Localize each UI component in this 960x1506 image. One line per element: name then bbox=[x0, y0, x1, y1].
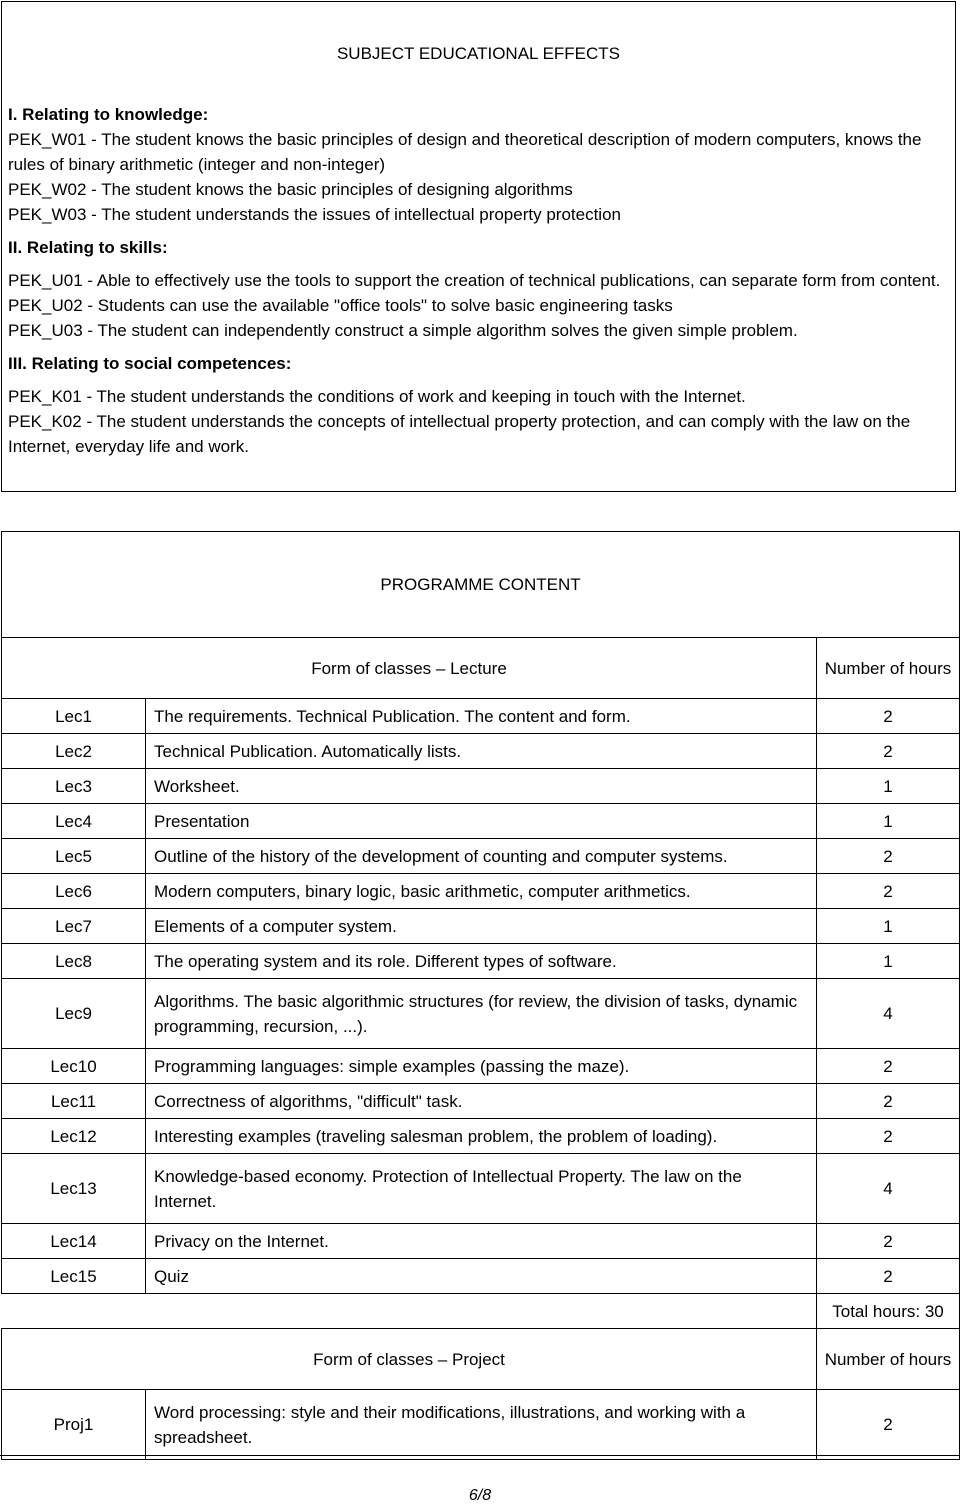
knowledge-heading: I. Relating to knowledge: bbox=[8, 105, 209, 124]
empty-cell bbox=[146, 1294, 817, 1329]
effect-pek-w02: PEK_W02 - The student knows the basic principles of designing algorithms bbox=[8, 180, 573, 199]
empty-cell bbox=[2, 1294, 146, 1329]
lecture-header-row bbox=[2, 638, 960, 699]
project-topic: Word processing: style and their modifications, illustrations, and working with a spreadsheet. bbox=[146, 1390, 817, 1460]
lecture-row bbox=[2, 1224, 960, 1259]
lecture-code: Lec5 bbox=[2, 839, 146, 874]
lecture-code: Lec1 bbox=[2, 699, 146, 734]
project-code: Proj1 bbox=[2, 1390, 146, 1460]
project-row bbox=[2, 1390, 960, 1460]
lecture-hours: 2 bbox=[817, 1049, 960, 1084]
effect-pek-k01: PEK_K01 - The student understands the conditions of work and keeping in touch with the Internet. bbox=[8, 387, 746, 406]
lecture-row bbox=[2, 1259, 960, 1294]
lecture-total-row bbox=[2, 1294, 960, 1329]
lecture-code: Lec6 bbox=[2, 874, 146, 909]
lecture-hours: 1 bbox=[817, 804, 960, 839]
lecture-row bbox=[2, 839, 960, 874]
project-header-row bbox=[2, 1329, 960, 1390]
lecture-topic: Correctness of algorithms, "difficult" task. bbox=[146, 1084, 817, 1119]
lecture-hours: 2 bbox=[817, 1119, 960, 1154]
lecture-hours: 1 bbox=[817, 769, 960, 804]
effect-pek-w03: PEK_W03 - The student understands the issues of intellectual property protection bbox=[8, 205, 621, 224]
lecture-row bbox=[2, 699, 960, 734]
lecture-code: Lec15 bbox=[2, 1259, 146, 1294]
lecture-code: Lec14 bbox=[2, 1224, 146, 1259]
lecture-hours: 2 bbox=[817, 874, 960, 909]
lecture-topic: Quiz bbox=[146, 1259, 817, 1294]
effect-pek-u02: PEK_U02 - Students can use the available "office tools" to solve basic engineering tasks bbox=[8, 296, 673, 315]
lecture-row bbox=[2, 944, 960, 979]
lecture-topic: Elements of a computer system. bbox=[146, 909, 817, 944]
lecture-total-hours: Total hours: 30 bbox=[817, 1294, 960, 1329]
lecture-topic: Technical Publication. Automatically lists. bbox=[146, 734, 817, 769]
social-heading: III. Relating to social competences: bbox=[8, 354, 292, 373]
lecture-row bbox=[2, 769, 960, 804]
lecture-hours: 1 bbox=[817, 944, 960, 979]
lecture-row bbox=[2, 1119, 960, 1154]
project-hours-header: Number of hours bbox=[817, 1329, 960, 1390]
lecture-hours: 4 bbox=[817, 1154, 960, 1224]
page-number: 6/8 bbox=[468, 1487, 492, 1504]
lecture-hours: 2 bbox=[817, 1224, 960, 1259]
lecture-hours: 2 bbox=[817, 734, 960, 769]
programme-content-table bbox=[1, 531, 960, 1460]
lecture-header: Form of classes – Lecture bbox=[2, 638, 817, 699]
lecture-code: Lec11 bbox=[2, 1084, 146, 1119]
lecture-code: Lec2 bbox=[2, 734, 146, 769]
lecture-code: Lec9 bbox=[2, 979, 146, 1049]
lecture-code: Lec3 bbox=[2, 769, 146, 804]
lecture-topic: Presentation bbox=[146, 804, 817, 839]
educational-effects-section bbox=[1, 1, 956, 492]
lecture-hours: 2 bbox=[817, 1084, 960, 1119]
lecture-code: Lec4 bbox=[2, 804, 146, 839]
programme-title-row bbox=[2, 532, 960, 638]
effects-title: SUBJECT EDUCATIONAL EFFECTS bbox=[336, 44, 621, 63]
lecture-topic: Interesting examples (traveling salesman problem, the problem of loading). bbox=[146, 1119, 817, 1154]
lecture-code: Lec13 bbox=[2, 1154, 146, 1224]
lecture-topic: Privacy on the Internet. bbox=[146, 1224, 817, 1259]
lecture-topic: The operating system and its role. Different types of software. bbox=[146, 944, 817, 979]
lecture-row bbox=[2, 979, 960, 1049]
effect-pek-w01: PEK_W01 - The student knows the basic principles of design and theoretical description of modern computers, knows the rules of binary arithmetic (integer and non-integer) bbox=[8, 130, 922, 174]
project-hours: 2 bbox=[817, 1390, 960, 1460]
lecture-hours: 2 bbox=[817, 699, 960, 734]
lecture-row bbox=[2, 1154, 960, 1224]
lecture-topic: Modern computers, binary logic, basic arithmetic, computer arithmetics. bbox=[146, 874, 817, 909]
lecture-row bbox=[2, 874, 960, 909]
lecture-code: Lec10 bbox=[2, 1049, 146, 1084]
lecture-topic: Outline of the history of the development of counting and computer systems. bbox=[146, 839, 817, 874]
lecture-code: Lec12 bbox=[2, 1119, 146, 1154]
lecture-hours: 2 bbox=[817, 1259, 960, 1294]
lecture-topic: Worksheet. bbox=[146, 769, 817, 804]
lecture-topic: Algorithms. The basic algorithmic structures (for review, the division of tasks, dynamic programming, recursion, ...). bbox=[146, 979, 817, 1049]
lecture-code: Lec7 bbox=[2, 909, 146, 944]
skills-heading: II. Relating to skills: bbox=[8, 238, 168, 257]
effect-pek-u03: PEK_U03 - The student can independently construct a simple algorithm solves the given simple problem. bbox=[8, 321, 798, 340]
lecture-row bbox=[2, 734, 960, 769]
hours-header: Number of hours bbox=[817, 638, 960, 699]
lecture-topic: Knowledge-based economy. Protection of Intellectual Property. The law on the Internet. bbox=[146, 1154, 817, 1224]
lecture-code: Lec8 bbox=[2, 944, 146, 979]
effects-body bbox=[8, 102, 947, 459]
lecture-topic: The requirements. Technical Publication. The content and form. bbox=[146, 699, 817, 734]
project-header: Form of classes – Project bbox=[2, 1329, 817, 1390]
lecture-row bbox=[2, 1084, 960, 1119]
effect-pek-k02: PEK_K02 - The student understands the concepts of intellectual property protection, and can comply with the law on the Internet, everyday life and work. bbox=[8, 412, 911, 456]
lecture-hours: 4 bbox=[817, 979, 960, 1049]
lecture-row bbox=[2, 1049, 960, 1084]
lecture-hours: 2 bbox=[817, 839, 960, 874]
effect-pek-u01: PEK_U01 - Able to effectively use the tools to support the creation of technical publications, can separate form from content. bbox=[8, 271, 941, 290]
lecture-topic: Programming languages: simple examples (passing the maze). bbox=[146, 1049, 817, 1084]
lecture-row bbox=[2, 804, 960, 839]
lecture-row bbox=[2, 909, 960, 944]
footer-divider bbox=[0, 1455, 960, 1456]
lecture-hours: 1 bbox=[817, 909, 960, 944]
programme-title: PROGRAMME CONTENT bbox=[2, 532, 960, 638]
